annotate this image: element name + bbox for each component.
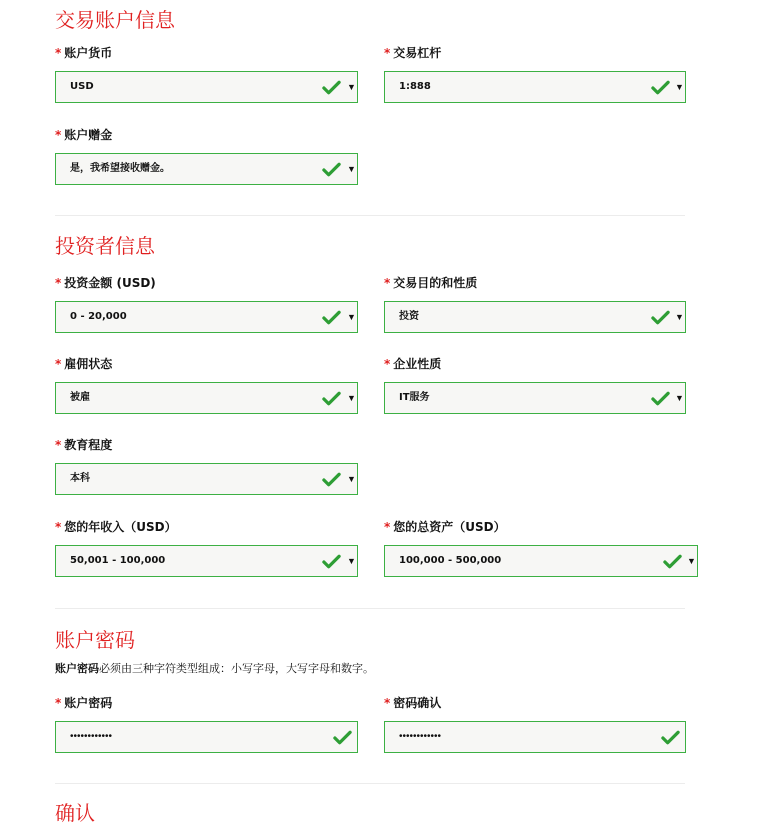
currency-value: USD bbox=[70, 81, 94, 92]
business-value: IT服务 bbox=[399, 392, 430, 403]
education-value: 本科 bbox=[70, 473, 90, 484]
assets-label: * 您的总资产（USD） bbox=[384, 520, 506, 534]
bonus-select[interactable] bbox=[55, 153, 358, 185]
password-value: •••••••••••• bbox=[70, 731, 113, 742]
section-title-trading-account: 交易账户信息 bbox=[55, 8, 175, 32]
password-confirm-input[interactable] bbox=[384, 721, 686, 753]
section-divider bbox=[55, 215, 685, 216]
education-select[interactable] bbox=[55, 463, 358, 495]
check-icon bbox=[322, 162, 341, 178]
check-icon bbox=[322, 310, 341, 326]
bonus-label: * 账户赠金 bbox=[55, 128, 113, 142]
check-icon bbox=[322, 472, 341, 488]
employment-label: * 雇佣状态 bbox=[55, 357, 113, 371]
leverage-value: 1:888 bbox=[399, 81, 431, 92]
password-confirm-label: * 密码确认 bbox=[384, 696, 442, 710]
password-input[interactable] bbox=[55, 721, 358, 753]
business-select[interactable] bbox=[384, 382, 686, 414]
trade-purpose-select[interactable] bbox=[384, 301, 686, 333]
currency-label: * 账户货币 bbox=[55, 46, 113, 60]
check-icon bbox=[322, 554, 341, 570]
trade-purpose-label: * 交易目的和性质 bbox=[384, 276, 478, 290]
section-title-investor: 投资者信息 bbox=[55, 234, 155, 258]
assets-value: 100,000 - 500,000 bbox=[399, 555, 502, 566]
caret-down-icon: ▼ bbox=[347, 474, 356, 484]
check-icon bbox=[322, 391, 341, 407]
leverage-label: * 交易杠杆 bbox=[384, 46, 442, 60]
caret-down-icon: ▼ bbox=[347, 82, 356, 92]
caret-down-icon: ▼ bbox=[687, 556, 696, 566]
income-value: 50,001 - 100,000 bbox=[70, 555, 166, 566]
check-icon bbox=[663, 554, 682, 570]
employment-select[interactable] bbox=[55, 382, 358, 414]
caret-down-icon: ▼ bbox=[347, 556, 356, 566]
section-title-password: 账户密码 bbox=[55, 628, 135, 652]
income-label: * 您的年收入（USD） bbox=[55, 520, 177, 534]
caret-down-icon: ▼ bbox=[675, 312, 684, 322]
income-select[interactable] bbox=[55, 545, 358, 577]
invest-amount-label: * 投资金额 (USD) bbox=[55, 276, 156, 290]
section-title-confirm: 确认 bbox=[55, 801, 95, 825]
currency-select[interactable] bbox=[55, 71, 358, 103]
invest-amount-value: 0 - 20,000 bbox=[70, 311, 127, 322]
trade-purpose-value: 投资 bbox=[399, 311, 419, 322]
caret-down-icon: ▼ bbox=[347, 164, 356, 174]
caret-down-icon: ▼ bbox=[675, 82, 684, 92]
caret-down-icon: ▼ bbox=[347, 312, 356, 322]
bonus-value: 是，我希望接收赠金。 bbox=[70, 163, 170, 174]
invest-amount-select[interactable] bbox=[55, 301, 358, 333]
check-icon bbox=[651, 80, 670, 96]
check-icon bbox=[651, 391, 670, 407]
employment-value: 被雇 bbox=[70, 392, 90, 403]
check-icon bbox=[322, 80, 341, 96]
caret-down-icon: ▼ bbox=[675, 393, 684, 403]
leverage-select[interactable] bbox=[384, 71, 686, 103]
password-label: * 账户密码 bbox=[55, 696, 113, 710]
check-icon bbox=[661, 730, 680, 746]
password-confirm-value: •••••••••••• bbox=[399, 731, 442, 742]
check-icon bbox=[333, 730, 352, 746]
section-divider bbox=[55, 783, 685, 784]
business-label: * 企业性质 bbox=[384, 357, 442, 371]
password-requirement-note: 账户密码必须由三种字符类型组成：小写字母，大写字母和数字。 bbox=[55, 662, 374, 675]
check-icon bbox=[651, 310, 670, 326]
section-divider bbox=[55, 608, 685, 609]
caret-down-icon: ▼ bbox=[347, 393, 356, 403]
assets-select[interactable] bbox=[384, 545, 698, 577]
education-label: * 教育程度 bbox=[55, 438, 113, 452]
